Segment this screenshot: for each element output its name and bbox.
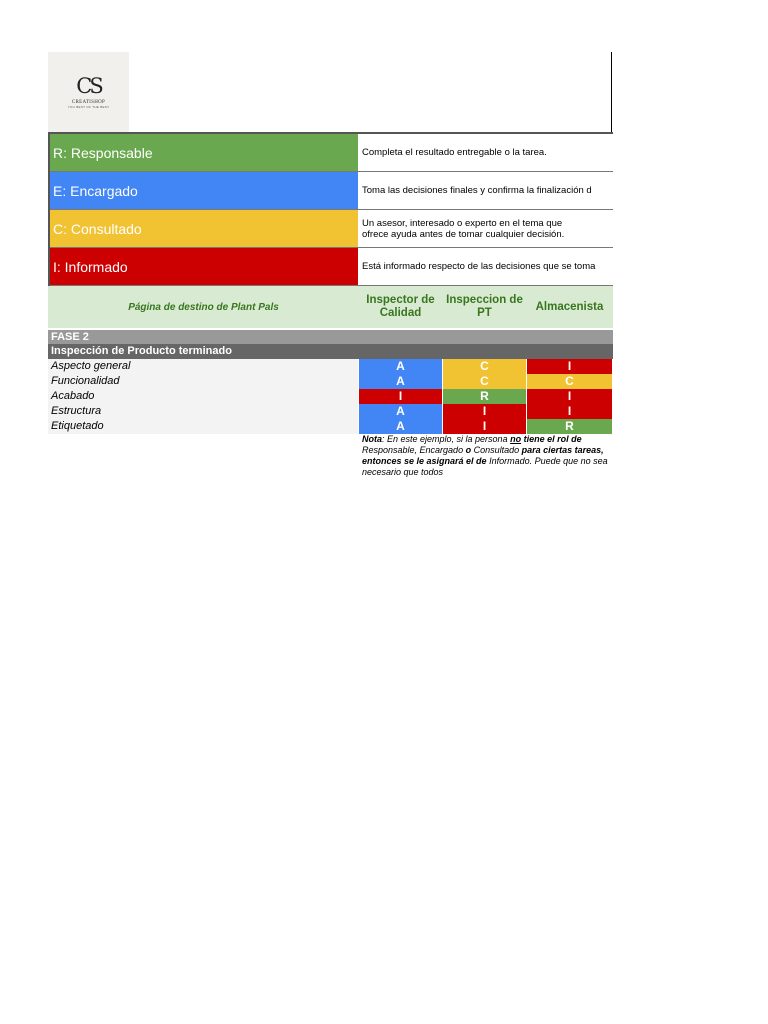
task-name[interactable]: Estructura bbox=[48, 404, 358, 419]
raci-cell[interactable]: A bbox=[359, 359, 442, 374]
note-part: Informado. Puede que no sea necesario que todos bbox=[362, 456, 608, 477]
raci-cell[interactable]: I bbox=[359, 389, 442, 404]
company-logo bbox=[48, 52, 129, 132]
raci-cell[interactable]: A bbox=[359, 404, 442, 419]
raci-cell[interactable]: I bbox=[527, 389, 612, 404]
legend-row bbox=[50, 248, 613, 286]
task-name[interactable]: Aspecto general bbox=[48, 359, 358, 374]
note-part: Consultado bbox=[473, 445, 520, 455]
legend-description-line: Toma las decisiones finales y confirma la finalización d bbox=[362, 185, 592, 196]
note-part: o bbox=[463, 445, 474, 455]
table-row bbox=[48, 359, 613, 374]
table-row bbox=[48, 374, 613, 389]
legend-description-line: Un asesor, interesado o experto en el tema que bbox=[362, 217, 563, 229]
raci-cell[interactable]: R bbox=[527, 419, 612, 434]
raci-cell[interactable]: I bbox=[527, 404, 612, 419]
legend-role[interactable]: E: Encargado bbox=[50, 172, 358, 209]
legend-description[interactable] bbox=[358, 134, 613, 171]
raci-cell[interactable]: I bbox=[527, 359, 612, 374]
legend-description-line: Completa el resultado entregable o la tarea. bbox=[362, 147, 547, 158]
note-text[interactable] bbox=[362, 434, 614, 478]
note-part: para ciertas tareas, entonces se le asignará el de bbox=[362, 445, 604, 466]
legend-row bbox=[50, 134, 613, 172]
logo-brand: CREATISHOP bbox=[71, 99, 106, 105]
section-row[interactable]: Inspección de Producto terminado bbox=[48, 344, 613, 359]
note-part: tiene el rol de bbox=[521, 434, 582, 444]
legend-role[interactable]: C: Consultado bbox=[50, 210, 358, 247]
raci-cell[interactable]: A bbox=[359, 419, 442, 434]
task-name[interactable]: Etiquetado bbox=[48, 419, 358, 434]
raci-cell[interactable]: A bbox=[359, 374, 442, 389]
legend-row bbox=[50, 172, 613, 210]
task-name[interactable]: Funcionalidad bbox=[48, 374, 358, 389]
table-row bbox=[48, 419, 613, 434]
logo-tagline: YOU BEST OF THE BEST bbox=[67, 104, 110, 109]
legend-role[interactable]: R: Responsable bbox=[50, 134, 358, 171]
legend-description[interactable] bbox=[358, 210, 613, 247]
raci-cell[interactable]: R bbox=[443, 389, 526, 404]
column-header-almacenista[interactable]: Almacenista bbox=[535, 300, 604, 313]
note-part: Responsable, Encargado bbox=[362, 445, 464, 455]
raci-cell[interactable]: C bbox=[443, 359, 526, 374]
note-part: : En este ejemplo, si la persona bbox=[382, 434, 511, 444]
raci-cell[interactable]: C bbox=[443, 374, 526, 389]
logo-monogram: CS bbox=[76, 73, 101, 98]
table-header bbox=[48, 286, 613, 328]
legend-row bbox=[50, 210, 613, 248]
page-title[interactable]: Página de destino de Plant Pals bbox=[128, 301, 279, 313]
task-name[interactable]: Acabado bbox=[48, 389, 358, 404]
legend-description[interactable] bbox=[358, 248, 613, 285]
raci-legend bbox=[48, 132, 613, 286]
legend-description-line: ofrece ayuda antes de tomar cualquier decisión. bbox=[362, 228, 565, 240]
task-table bbox=[48, 359, 613, 434]
raci-cell[interactable]: I bbox=[443, 419, 526, 434]
note-label: Nota bbox=[362, 434, 382, 444]
raci-cell[interactable]: C bbox=[527, 374, 612, 389]
column-header-inspeccion-pt[interactable]: Inspeccion de PT bbox=[446, 294, 523, 319]
column-header-inspector-calidad[interactable]: Inspector de Calidad bbox=[366, 294, 435, 319]
legend-description-line: Está informado respecto de las decisiones que se toma bbox=[362, 261, 596, 272]
note-part: no bbox=[510, 434, 522, 444]
table-row bbox=[48, 404, 613, 419]
legend-role[interactable]: I: Informado bbox=[50, 248, 358, 285]
logo-row bbox=[48, 52, 613, 132]
legend-description[interactable] bbox=[358, 172, 613, 209]
raci-cell[interactable]: I bbox=[443, 404, 526, 419]
raci-sheet bbox=[48, 52, 613, 478]
table-row bbox=[48, 389, 613, 404]
phase-row[interactable]: FASE 2 bbox=[48, 330, 613, 344]
